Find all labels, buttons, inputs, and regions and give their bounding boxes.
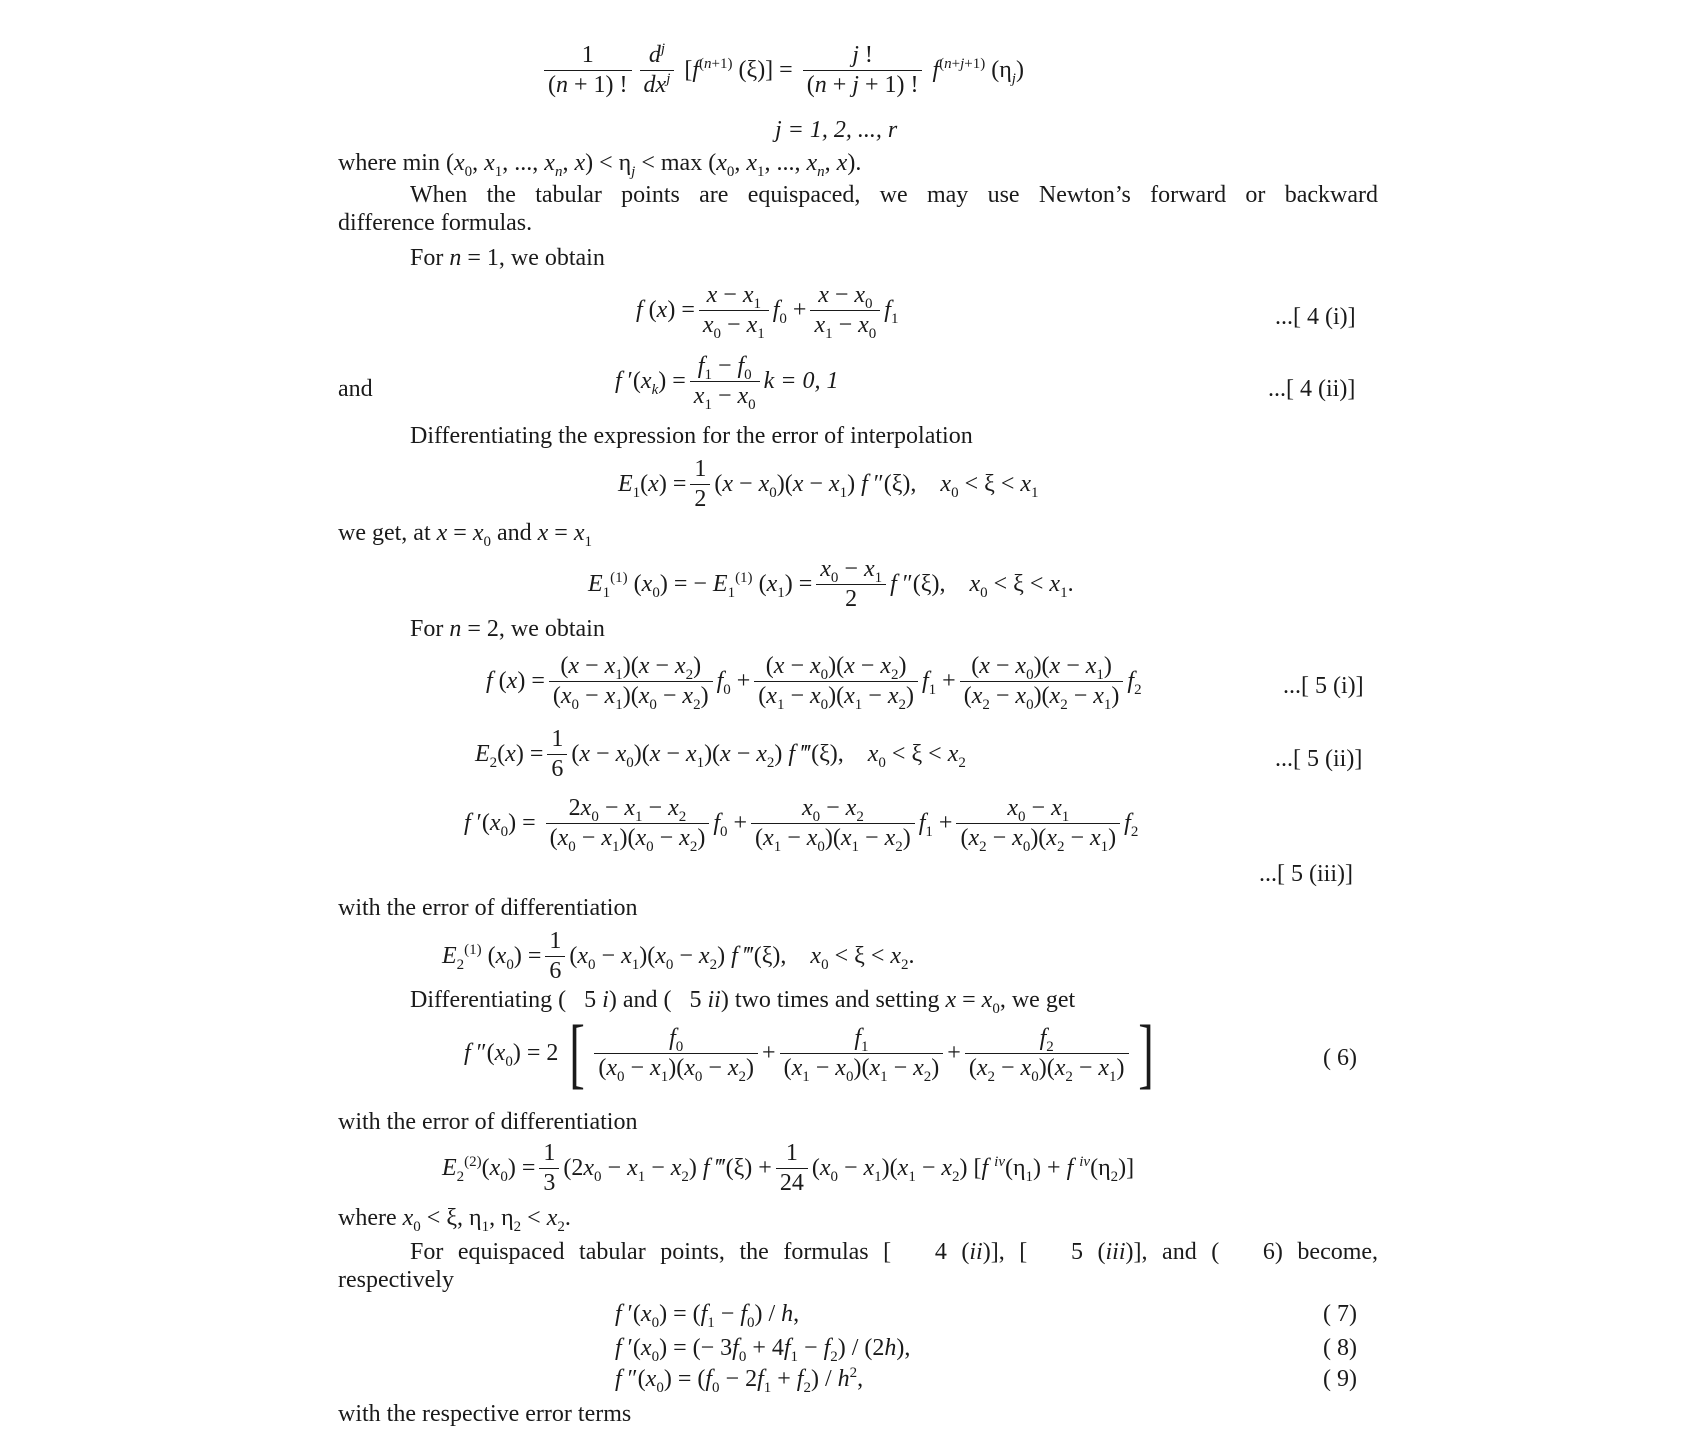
text-fe-d: 5 (1070, 1239, 1083, 1265)
text-fe-a: For equispaced tabular points, the formulas [ (410, 1239, 892, 1265)
equation-5ii: $E_2(x)$ = $\frac{1}{6}$ $(x - x_0)(x - x_1)(x - x_2)$ f ‴(ξ), $x_0 < \xi < x_2$ (475, 726, 966, 782)
text-where-xi: where $x_0 < \xi$, $\eta_1$, $\eta_2 < x_2$. (338, 1205, 571, 1235)
text-and-word: and (496, 520, 532, 546)
text-differentiating-two-times: Differentiating ( 5 i) and ( 5 ii) two times and setting $x = x_0$, we get (410, 987, 1076, 1017)
text-we-get-at: we get, at $x = x_0$ and $x = x_1$ (338, 520, 592, 550)
text-for-equispaced: For equispaced tabular points, the formulas [ 4 (ii)], [ 5 (iii)], and ( 6) become, (410, 1239, 1379, 1265)
tag-5iii: ...[ 5 (iii)] (1259, 861, 1353, 887)
text-for-n2-rest: = 2, we obtain (467, 616, 605, 642)
paragraph-equispaced: When the tabular points are equispaced, we may use Newton’s forward or backward (410, 182, 1378, 208)
text-with-respective: with the respective error terms (338, 1401, 632, 1427)
text-where-eta-label: where min (338, 150, 440, 176)
text-fe-f: 6) become, (1262, 1239, 1379, 1265)
text-diff-b: 5 (584, 987, 597, 1013)
text-fe-b: 4 (934, 1239, 947, 1265)
text-where-eta-max: < max (641, 150, 703, 176)
equation-k-range: k = 0, 1 (763, 368, 839, 394)
text-and: and (338, 376, 373, 402)
text-with-error-2: with the error of differentiation (338, 1109, 638, 1135)
equation-j-range: j = 1, 2, ..., r (775, 117, 898, 143)
tag-9: ( 9) (1323, 1366, 1357, 1392)
text-diff-d: 5 (689, 987, 702, 1013)
text-with-error-1: with the error of differentiation (338, 895, 638, 921)
text-diff-c: ) and ( (608, 987, 672, 1013)
equation-E1-prime: $E_1^{(1)}$ $(x_0)$ = − $E_1^{(1)}$ $(x_1)$ = $\frac{x_0 - x_1}{2}$ f ″(ξ), $x_0 < \xi < x_1$. (588, 556, 1074, 612)
equation-4i: f (x) = $\frac{x - x_1}{x_0 - x_1}$ $f_0$ + $\frac{x - x_0}{x_1 - x_0}$ $f_1$ (636, 282, 899, 342)
equation-E1: $E_1(x)$ = $\frac{1}{2}$ $(x - x_0)(x - x_1)$ f ″(ξ), $x_0 < \xi < x_1$ (618, 456, 1039, 512)
tag-5ii: ...[ 5 (ii)] (1275, 746, 1363, 772)
equation-7: f $'(x_0) = (f_1 - f_0) / h$, (615, 1301, 800, 1331)
tag-6: ( 6) (1323, 1045, 1357, 1071)
text-where-xi-label: where (338, 1205, 397, 1231)
text-where-eta: where $\min (x_0$, $x_1$, ..., $x_n$, $x) < \eta_j < \max (x_0$, $x_1$, ..., $x_n$, x). (338, 150, 862, 180)
equation-E2-second: $E_2^{(2)}(x_0)$ = $\frac{1}{3}$ $(2x_0 - x_1 - x_2)$ f ‴(ξ) + $\frac{1}{24}$ $(x_0 - x_1)(x_1 - x_2)$ [f $^{iv}(\eta_1) + f$ $^{iv}(\eta_2)$] (442, 1140, 1135, 1196)
tag-4ii: ...[ 4 (ii)] (1268, 376, 1356, 402)
text-respectively: respectively (338, 1267, 454, 1293)
text-for-n1-rest: = 1, we obtain (467, 245, 605, 271)
equation-8: f $'(x_0)$ = (− $3f_0 + 4f_1 - f_2) / (2h)$, (615, 1335, 911, 1365)
text-fe-e: ], and ( (1133, 1239, 1220, 1265)
tag-8: ( 8) (1323, 1335, 1357, 1361)
equation-9: f $''(x_0) = (f_0 - 2f_1 + f_2) / h^2$, (615, 1365, 864, 1396)
tag-7: ( 7) (1323, 1301, 1357, 1327)
equation-5i: f (x) = $\frac{(x - x_1)(x - x_2)}{(x_0 - x_1)(x_0 - x_2)}$ $f_0$ + $\frac{(x - x_0)(x - x_2)}{(x_1 - x_0)(x_1 - x_2)}$ $f_1$ + $\frac{(x - x_0)(x - x_1)}{(x_2 - x_0)(x_2 - x_1)}$ $f_2$ (486, 653, 1142, 713)
equation-E2-prime: $E_2^{(1)}$ $(x_0)$ = $\frac{1}{6}$ $(x_0 - x_1)(x_0 - x_2)$ f ‴(ξ), $x_0 < \xi < x_2$. (442, 928, 915, 984)
equation-5iii: f $'(x_0)$ = $\frac{2x_0 - x_1 - x_2}{(x_0 - x_1)(x_0 - x_2)}$ $f_0$ + $\frac{x_0 - x_2}{(x_1 - x_0)(x_1 - x_2)}$ $f_1$ + $\frac{x_0 - x_1}{(x_2 - x_0)(x_2 - x_1)}$ $f_2$ (464, 795, 1139, 855)
text-for-n2-label: For (410, 616, 444, 642)
text-we-get-at-label: we get, at (338, 520, 431, 546)
text-diff-a: Differentiating ( (410, 987, 567, 1013)
tag-4i: ...[ 4 (i)] (1275, 304, 1356, 330)
text-fe-c: ], [ (990, 1239, 1028, 1265)
text-diff-f: , we get (999, 987, 1076, 1013)
tag-5i: ...[ 5 (i)] (1283, 673, 1364, 699)
equation-6: f $''(x_0) = 2$ [ $f_0$ $(x_0 - x_1)(x_0 - x_2)$ + $\frac{f_1}{(x_1 - x_0)(x_1 - x_2)}$ + $\frac{f_2}{(x_2 - x_0)(x_2 - x_1)}$ ] (464, 1009, 1154, 1096)
text-differentiating-expression: Differentiating the expression for the error of interpolation (410, 423, 973, 449)
text-for-n1-label: For (410, 245, 444, 271)
equation-4ii: f $'(x_k)$ = $\frac{f_1 - f_0}{x_1 - x_0}$ k = 0, 1 (615, 353, 839, 413)
paragraph-equispaced-2: difference formulas. (338, 210, 533, 236)
text-for-n2: For n = 2, we obtain (410, 616, 605, 642)
text-diff-e: ) two times and setting (720, 987, 940, 1013)
equation-derivative-error: 1 (n + 1) ! $d^j$ $dx^j$ [$f^{(n+1)}$ (ξ)] = $\frac{j !}{(n + j + 1) !}$ $f^{(n+j+1)}$ $(\eta_j)$ (540, 42, 1024, 99)
text-for-n1: For n = 1, we obtain (410, 245, 605, 271)
